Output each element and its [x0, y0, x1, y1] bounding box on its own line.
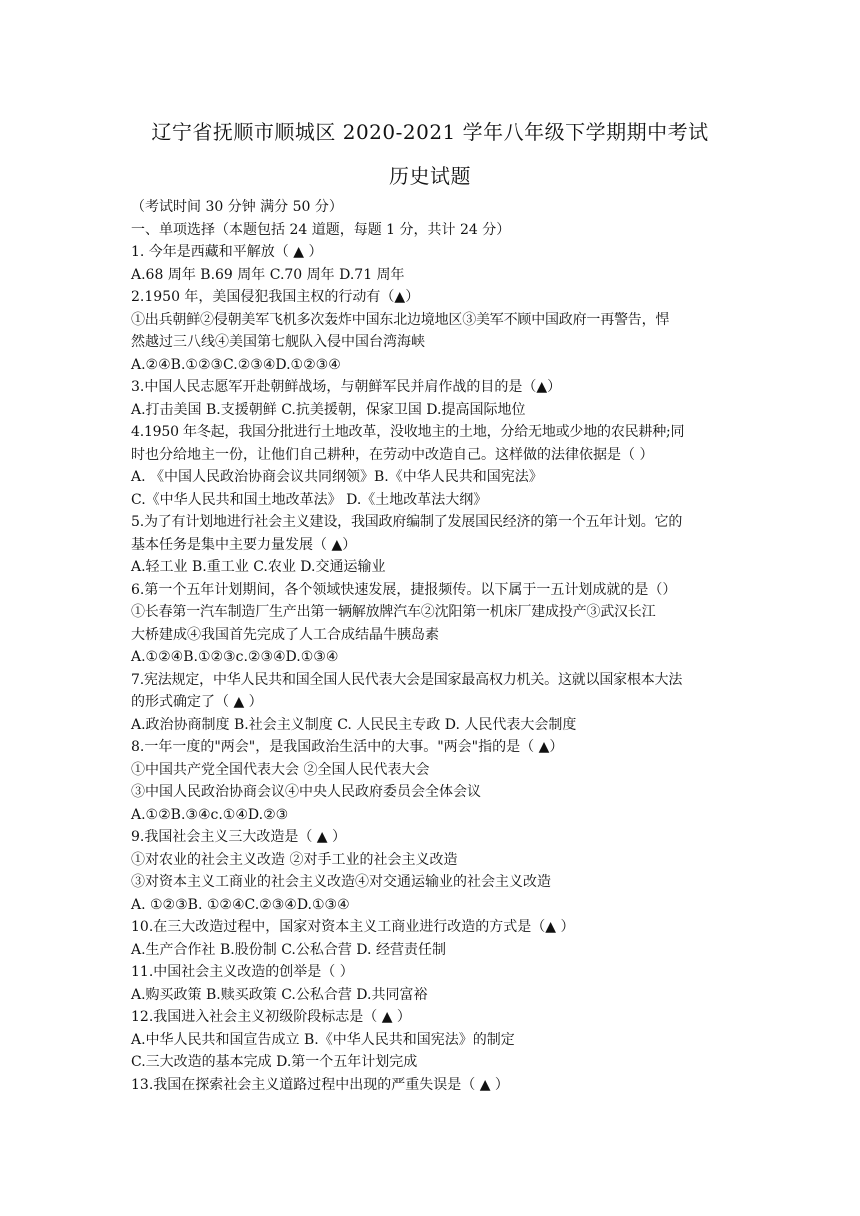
question-4: 4.1950 年冬起，我国分批进行土地改革，没收地主的土地，分给无地或少地的农民耕种;同 [131, 424, 685, 440]
question-8-items-2: ③中国人民政治协商会议④中央人民政府委员会全体会议 [131, 784, 481, 800]
question-9-items-1: ①对农业的社会主义改造 ②对手工业的社会主义改造 [131, 851, 458, 868]
question-1: 1. 今年是西藏和平解放（ ▲ ） [131, 244, 323, 260]
question-2: 2.1950 年，美国侵犯我国主权的行动有（▲） [131, 289, 420, 305]
question-6: 6.第一个五年计划期间，各个领域快速发展，捷报频传。以下属于一五计划成就的是（） [131, 581, 677, 598]
question-4-options-ab: A. 《中国人民政治协商会议共同纲领》B.《中华人民共和国宪法》 [131, 469, 543, 485]
question-7: 7.宪法规定，中华人民共和国全国人民代表大会是国家最高权力机关。这就以国家根本大法 [131, 671, 683, 688]
question-8: 8.一年一度的"两会"，是我国政治生活中的大事。"两会"指的是（ ▲） [131, 739, 564, 755]
question-8-options: A.①②B.③④c.①④D.②③ [131, 806, 289, 823]
exam-title: 辽宁省抚顺市顺城区 2020-2021 学年八年级下学期期中考试 [151, 120, 709, 144]
exam-subtitle: 历史试题 [389, 164, 471, 188]
question-6-items: ①长春第一汽车制造厂生产出第一辆解放牌汽车②沈阳第一机床厂建成投产③武汉长江 [131, 604, 656, 620]
question-9-items-2: ③对资本主义工商业的社会主义改造④对交通运输业的社会主义改造 [131, 874, 551, 890]
question-body [131, 196, 741, 1096]
question-9: 9.我国社会主义三大改造是（ ▲ ） [131, 829, 347, 845]
question-2-items: ①出兵朝鲜②侵朝美军飞机多次轰炸中国东北边境地区③美军不顾中国政府一再警告，悍 [131, 311, 670, 328]
question-6-options: A.①②④B.①②③c.②③④D.①③④ [131, 649, 339, 665]
question-11-options: A.购买政策 B.赎买政策 C.公私合营 D.共同富裕 [131, 986, 428, 1003]
question-13: 13.我国在探索社会主义道路过程中出现的严重失误是（ ▲ ） [131, 1076, 509, 1093]
question-8-items-1: ①中国共产党全国代表大会 ②全国人民代表大会 [131, 761, 430, 778]
question-1-options: A.68 周年 B.69 周年 C.70 周年 D.71 周年 [131, 266, 405, 283]
question-12-options-ab: A.中华人民共和国宣告成立 B.《中华人民共和国宪法》的制定 [131, 1031, 515, 1048]
question-12: 12.我国进入社会主义初级阶段标志是（ ▲ ） [131, 1009, 411, 1025]
question-5: 5.为了有计划地进行社会主义建设，我国政府编制了发展国民经济的第一个五年计划。它的 [131, 514, 683, 530]
question-12-options-cd: C.三大改造的基本完成 D.第一个五年计划完成 [131, 1054, 418, 1070]
question-4-cont: 时也分给地主一份，让他们自己耕种，在劳动中改造自己。这样做的法律依据是（ ） [131, 446, 654, 463]
question-3-options: A.打击美国 B.支援朝鲜 C.抗美援朝，保家卫国 D.提高国际地位 [131, 401, 526, 418]
question-5-options: A.轻工业 B.重工业 C.农业 D.交通运输业 [131, 559, 386, 575]
exam-info: （考试时间 30 分钟 满分 50 分） [131, 199, 343, 215]
question-10-options: A.生产合作社 B.股份制 C.公私合营 D. 经营责任制 [131, 941, 446, 958]
section-heading: 一、单项选择（本题包括 24 道题，每题 1 分，共计 24 分） [131, 221, 511, 238]
question-9-options: A. ①②③B. ①②④C.②③④D.①③④ [131, 896, 350, 913]
question-3: 3.中国人民志愿军开赴朝鲜战场，与朝鲜军民并肩作战的目的是（▲） [131, 379, 562, 395]
question-6-items-cont: 大桥建成④我国首先完成了人工合成结晶牛胰岛素 [131, 626, 439, 643]
question-4-options-cd: C.《中华人民共和国土地改革法》 D.《土地改革法大纲》 [131, 491, 488, 508]
question-7-options: A.政治协商制度 B.社会主义制度 C. 人民民主专政 D. 人民代表大会制度 [131, 716, 577, 733]
question-11: 11.中国社会主义改造的创举是（ ） [131, 964, 354, 980]
question-7-cont: 的形式确定了（ ▲ ） [131, 694, 263, 710]
question-10: 10.在三大改造过程中，国家对资本主义工商业进行改造的方式是（▲ ） [131, 919, 575, 935]
question-2-items-cont: 然越过三八线④美国第七舰队入侵中国台湾海峡 [131, 334, 425, 350]
question-5-cont: 基本任务是集中主要力量发展（ ▲） [131, 536, 357, 553]
question-2-options: A.②④B.①②③C.②③④D.①②③④ [131, 356, 341, 373]
